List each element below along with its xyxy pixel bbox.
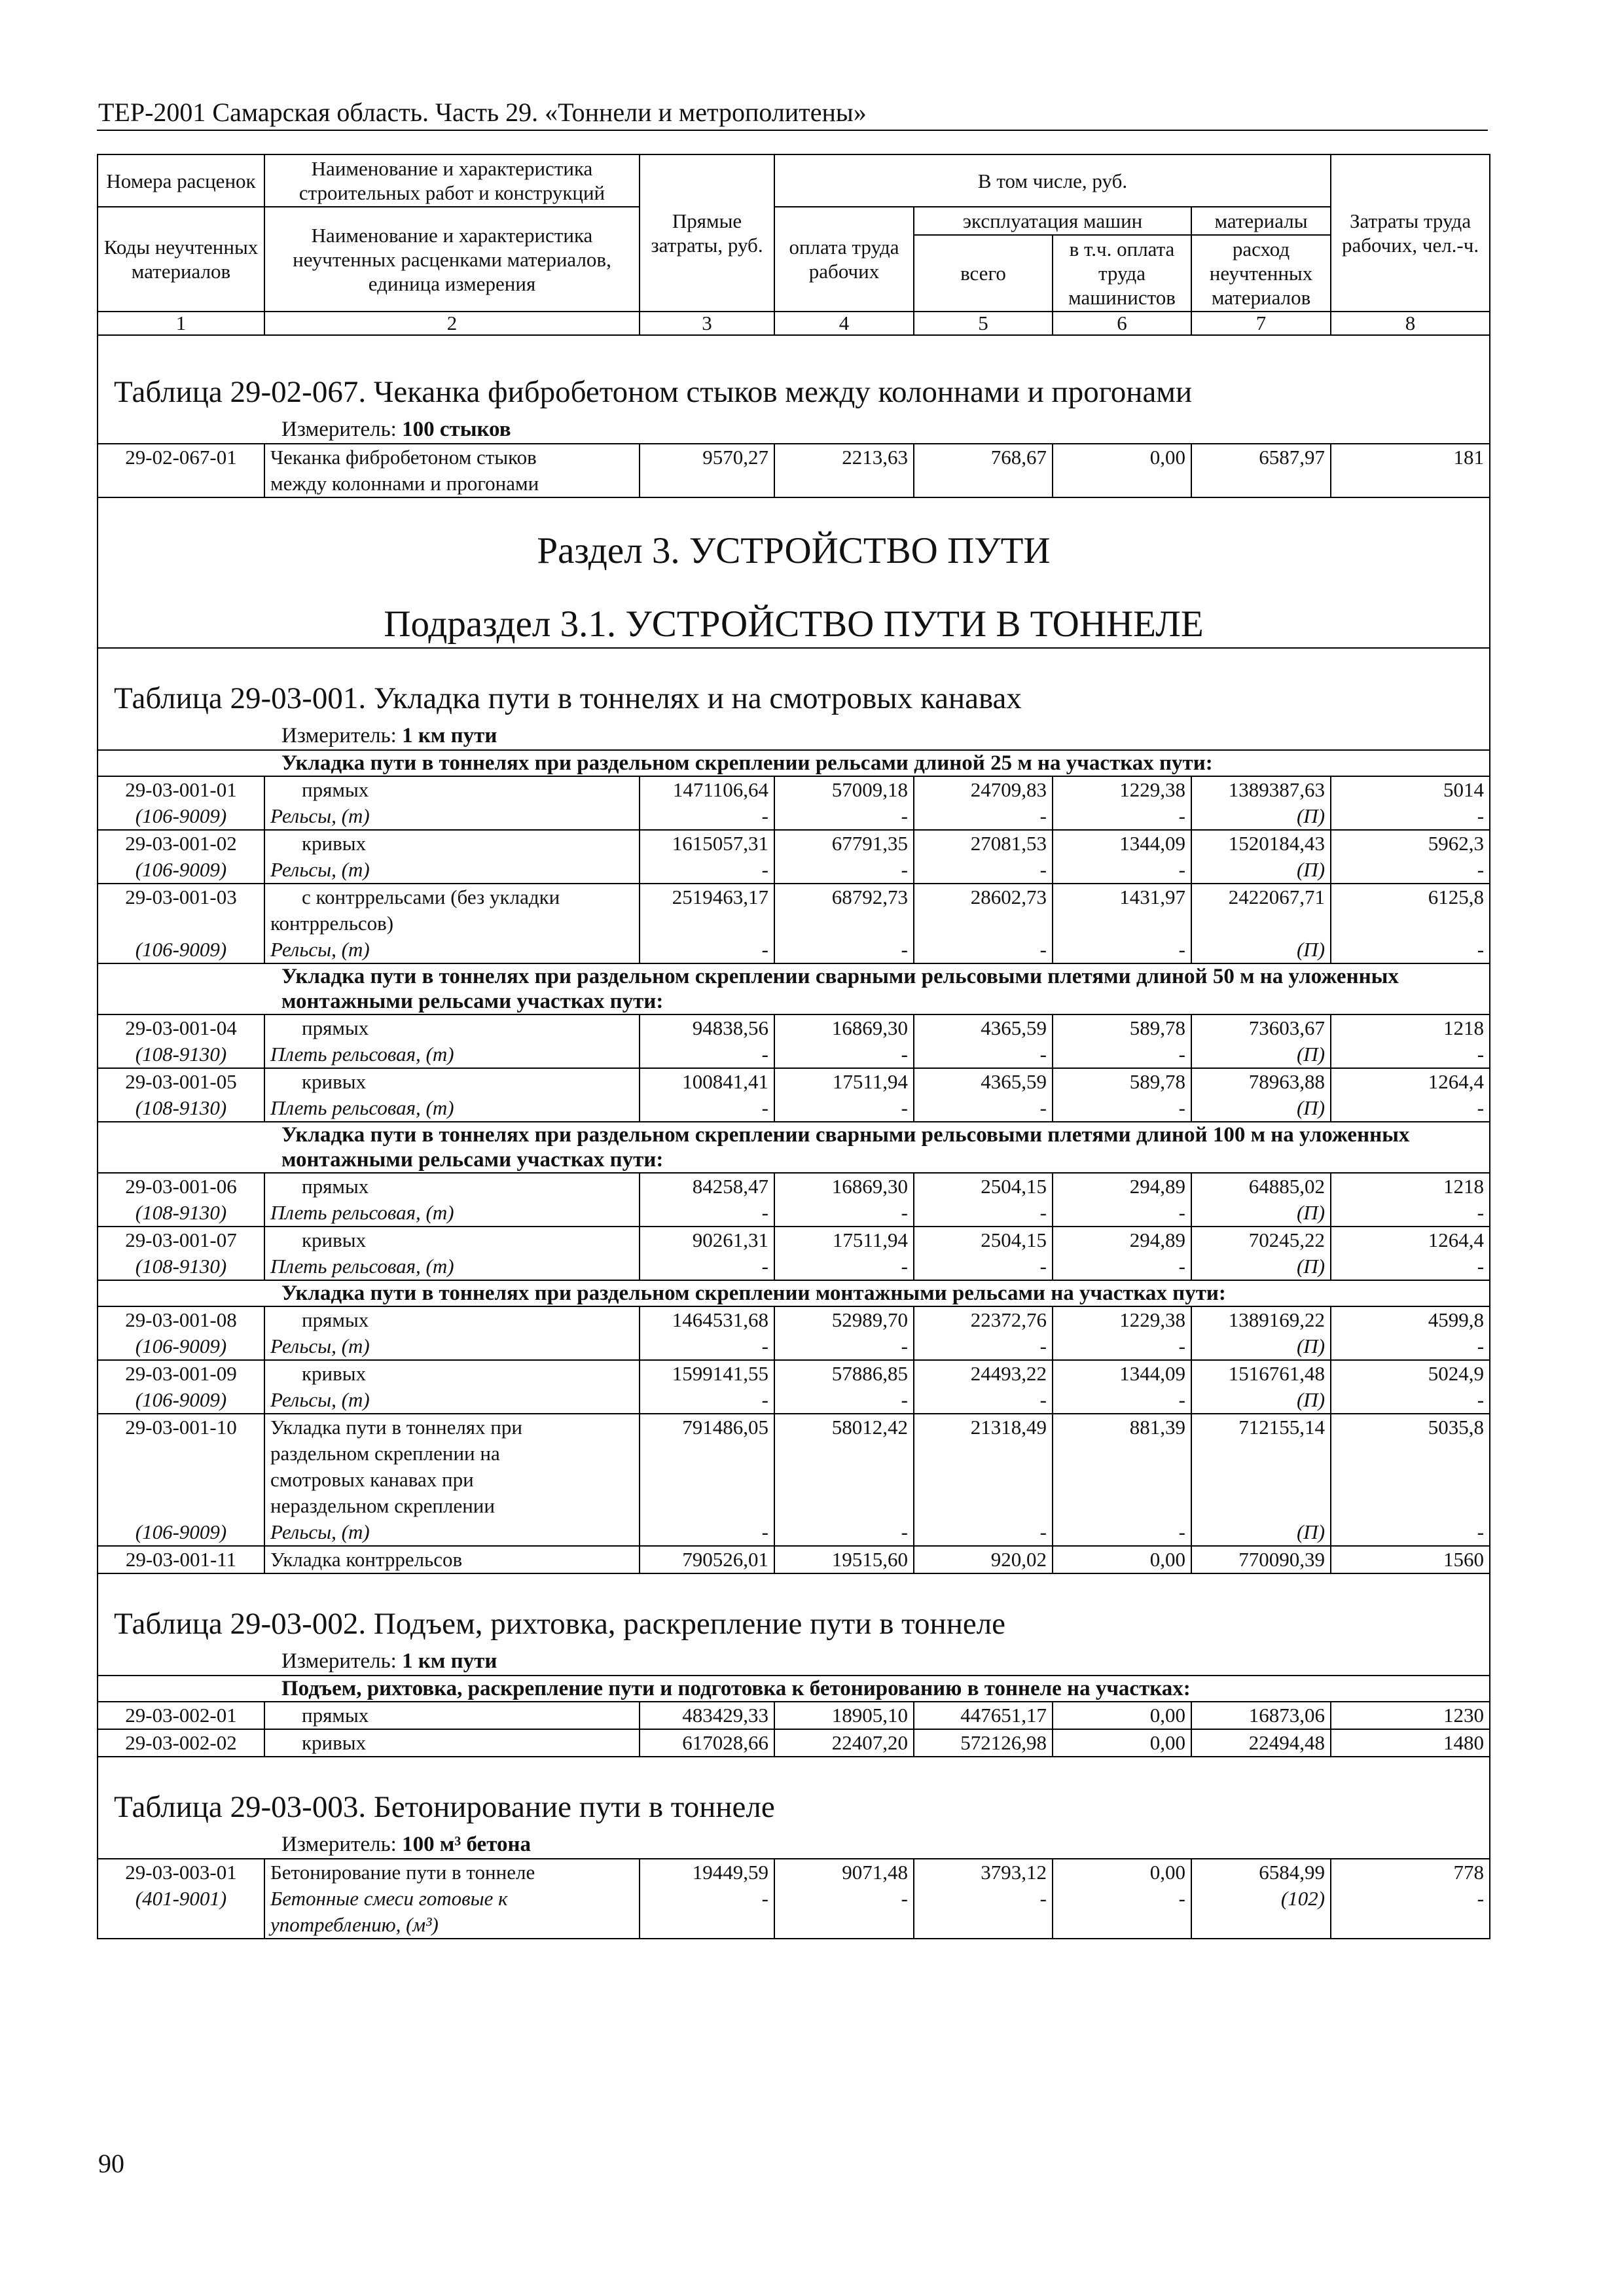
operator-pay: 1229,38 [1053, 1306, 1191, 1333]
material-code: (108-9130) [98, 1095, 264, 1122]
labor-costs: 5014 [1331, 776, 1490, 803]
dash: - [914, 1333, 1053, 1360]
measure-line: Измеритель: 100 стыков [98, 416, 1490, 444]
rate-code: 29-03-002-01 [98, 1702, 264, 1729]
table-row [98, 830, 1490, 857]
dash: - [640, 1886, 774, 1939]
column-number: 1 [98, 312, 264, 335]
operator-pay: 881,39 [1053, 1414, 1191, 1519]
worker-pay: 67791,35 [774, 830, 914, 857]
dash: - [640, 803, 774, 830]
dash: - [774, 803, 914, 830]
labor-costs: 5035,8 [1331, 1414, 1490, 1519]
table-row [98, 1014, 1490, 1041]
group-heading: Укладка пути в тоннелях при раздельном скреплении сварными рельсовыми плетями длиной 100 м на уложенных монтажными рельсами участках пути: [98, 1122, 1490, 1173]
rate-name: с контррельсами (без укладки контррельсов) [264, 884, 640, 937]
header-material-name: Наименование и характеристика неучтенных расценками материалов, единица измерения [264, 207, 640, 312]
dash: - [640, 1041, 774, 1068]
column-number: 5 [914, 312, 1053, 335]
header-operator-pay: в т.ч. оплата труда машинистов [1053, 235, 1191, 312]
dash: - [914, 1041, 1053, 1068]
direct-costs: 2519463,17 [640, 884, 774, 937]
worker-pay: 57009,18 [774, 776, 914, 803]
material-name: Плеть рельсовая, (т) [264, 1095, 640, 1122]
dash: - [774, 1333, 914, 1360]
dash: - [1053, 1886, 1191, 1939]
material-consumption: (П) [1191, 1333, 1331, 1360]
material-code: (106-9009) [98, 1333, 264, 1360]
worker-pay: 58012,42 [774, 1414, 914, 1519]
machines-total: 27081,53 [914, 830, 1053, 857]
materials-cost: 70245,22 [1191, 1227, 1331, 1253]
table-row [98, 1414, 1490, 1519]
header-divider [97, 130, 1488, 131]
material-code: (106-9009) [98, 937, 264, 963]
measure-line: Измеритель: 100 м³ бетона [98, 1831, 1490, 1859]
worker-pay: 52989,70 [774, 1306, 914, 1333]
machines-total: 2504,15 [914, 1227, 1053, 1253]
machines-total: 920,02 [914, 1546, 1053, 1573]
group-heading: Укладка пути в тоннелях при раздельном скреплении сварными рельсовыми плетями длиной 50 м на уложенных монтажными рельсами участках пути: [98, 963, 1490, 1014]
worker-pay: 16869,30 [774, 1014, 914, 1041]
material-name: Бетонные смеси готовые к употреблению, (м³) [264, 1886, 640, 1939]
rate-name: прямых [264, 1306, 640, 1333]
operator-pay: 294,89 [1053, 1227, 1191, 1253]
dash: - [1331, 1387, 1490, 1414]
material-name: Плеть рельсовая, (т) [264, 1200, 640, 1227]
dash: - [774, 1519, 914, 1546]
material-name: Рельсы, (т) [264, 857, 640, 884]
header-material-consumption: расход неучтенных материалов [1191, 235, 1331, 312]
rate-name: кривых [264, 1360, 640, 1387]
machines-total: 572126,98 [914, 1729, 1053, 1757]
dash: - [1331, 937, 1490, 963]
dash: - [774, 1095, 914, 1122]
dash: - [1331, 1253, 1490, 1280]
rate-name: кривых [264, 1068, 640, 1095]
direct-costs: 19449,59 [640, 1859, 774, 1886]
dash: - [1053, 1253, 1191, 1280]
dash: - [774, 937, 914, 963]
machines-total: 22372,76 [914, 1306, 1053, 1333]
materials-cost: 6584,99 [1191, 1859, 1331, 1886]
header-material-codes: Коды неучтенных материалов [98, 207, 264, 312]
material-name: Плеть рельсовая, (т) [264, 1253, 640, 1280]
worker-pay: 19515,60 [774, 1546, 914, 1573]
direct-costs: 9570,27 [640, 444, 774, 497]
material-consumption: (102) [1191, 1886, 1331, 1939]
labor-costs: 181 [1331, 444, 1490, 497]
material-row [98, 1095, 1490, 1122]
dash: - [640, 857, 774, 884]
measure-line: Измеритель: 1 км пути [98, 1647, 1490, 1676]
dash: - [640, 1333, 774, 1360]
rate-code: 29-03-003-01 [98, 1859, 264, 1886]
machines-total: 3793,12 [914, 1859, 1053, 1886]
material-code: (108-9130) [98, 1200, 264, 1227]
operator-pay: 0,00 [1053, 1702, 1191, 1729]
direct-costs: 483429,33 [640, 1702, 774, 1729]
table-row [98, 444, 1490, 497]
materials-cost: 78963,88 [1191, 1068, 1331, 1095]
dash: - [1053, 1200, 1191, 1227]
dash: - [1331, 1886, 1490, 1939]
machines-total: 2504,15 [914, 1173, 1053, 1200]
direct-costs: 90261,31 [640, 1227, 774, 1253]
table-row [98, 1360, 1490, 1387]
dash: - [1331, 1200, 1490, 1227]
section-title: Раздел 3. УСТРОЙСТВО ПУТИ [98, 497, 1490, 574]
labor-costs: 1560 [1331, 1546, 1490, 1573]
materials-cost: 1520184,43 [1191, 830, 1331, 857]
machines-total: 768,67 [914, 444, 1053, 497]
worker-pay: 16869,30 [774, 1173, 914, 1200]
material-code: (106-9009) [98, 1387, 264, 1414]
rate-code: 29-03-001-02 [98, 830, 264, 857]
rate-code: 29-03-001-05 [98, 1068, 264, 1095]
header-machines-total: всего [914, 235, 1053, 312]
worker-pay: 18905,10 [774, 1702, 914, 1729]
material-row [98, 1387, 1490, 1414]
dash: - [914, 1253, 1053, 1280]
rate-name: Бетонирование пути в тоннеле [264, 1859, 640, 1886]
worker-pay: 22407,20 [774, 1729, 914, 1757]
dash: - [914, 937, 1053, 963]
dash: - [914, 1387, 1053, 1414]
materials-cost: 73603,67 [1191, 1014, 1331, 1041]
dash: - [1053, 857, 1191, 884]
labor-costs: 1264,4 [1331, 1068, 1490, 1095]
rate-code: 29-03-002-02 [98, 1729, 264, 1757]
operator-pay: 1344,09 [1053, 1360, 1191, 1387]
material-consumption: (П) [1191, 1041, 1331, 1068]
rate-code: 29-03-001-08 [98, 1306, 264, 1333]
material-name: Рельсы, (т) [264, 1333, 640, 1360]
table-row [98, 1227, 1490, 1253]
material-name: Рельсы, (т) [264, 1519, 640, 1546]
operator-pay: 0,00 [1053, 1729, 1191, 1757]
material-consumption: (П) [1191, 1519, 1331, 1546]
dash: - [640, 937, 774, 963]
table-title: Таблица 29-03-002. Подъем, рихтовка, раскрепление пути в тоннеле [98, 1573, 1490, 1647]
dash: - [1053, 1387, 1191, 1414]
rate-name: кривых [264, 830, 640, 857]
page-number: 90 [98, 2149, 124, 2178]
header-materials: материалы [1191, 207, 1331, 235]
dash: - [914, 803, 1053, 830]
table-row [98, 776, 1490, 803]
rate-name: Укладка пути в тоннелях при раздельном скреплении на смотровых канавах при нераздельном скреплении [264, 1414, 640, 1519]
rate-code: 29-03-001-09 [98, 1360, 264, 1387]
material-code: (108-9130) [98, 1041, 264, 1068]
worker-pay: 9071,48 [774, 1859, 914, 1886]
header-including: В том числе, руб. [774, 154, 1331, 207]
machines-total: 4365,59 [914, 1014, 1053, 1041]
rate-code: 29-02-067-01 [98, 444, 264, 497]
measure-line: Измеритель: 1 км пути [98, 722, 1490, 750]
dash: - [774, 1200, 914, 1227]
table-title: Таблица 29-03-001. Укладка пути в тоннелях и на смотровых канавах [98, 648, 1490, 722]
labor-costs: 6125,8 [1331, 884, 1490, 937]
material-name: Рельсы, (т) [264, 1387, 640, 1414]
material-row [98, 1253, 1490, 1280]
rate-code: 29-03-001-03 [98, 884, 264, 937]
materials-cost: 1389169,22 [1191, 1306, 1331, 1333]
dash: - [914, 1095, 1053, 1122]
subsection-title: Подраздел 3.1. УСТРОЙСТВО ПУТИ В ТОННЕЛЕ [98, 574, 1490, 648]
material-consumption: (П) [1191, 803, 1331, 830]
header-labor-costs: Затраты труда рабочих, чел.-ч. [1331, 154, 1490, 312]
labor-costs: 778 [1331, 1859, 1490, 1886]
operator-pay: 1344,09 [1053, 830, 1191, 857]
direct-costs: 790526,01 [640, 1546, 774, 1573]
labor-costs: 1218 [1331, 1014, 1490, 1041]
rate-name: прямых [264, 776, 640, 803]
material-row [98, 857, 1490, 884]
material-consumption: (П) [1191, 857, 1331, 884]
direct-costs: 1615057,31 [640, 830, 774, 857]
material-code: (106-9009) [98, 857, 264, 884]
dash: - [640, 1200, 774, 1227]
dash: - [640, 1387, 774, 1414]
material-name: Плеть рельсовая, (т) [264, 1041, 640, 1068]
material-row [98, 1200, 1490, 1227]
table-row [98, 1546, 1490, 1573]
rate-name: кривых [264, 1729, 640, 1757]
rate-name: прямых [264, 1173, 640, 1200]
labor-costs: 1480 [1331, 1729, 1490, 1757]
material-code: (106-9009) [98, 803, 264, 830]
dash: - [914, 1886, 1053, 1939]
header-rate-numbers: Номера расценок [98, 154, 264, 207]
worker-pay: 2213,63 [774, 444, 914, 497]
dash: - [914, 1519, 1053, 1546]
material-consumption: (П) [1191, 1387, 1331, 1414]
machines-total: 21318,49 [914, 1414, 1053, 1519]
rate-name: Укладка контррельсов [264, 1546, 640, 1573]
dash: - [1331, 1095, 1490, 1122]
direct-costs: 94838,56 [640, 1014, 774, 1041]
materials-cost: 712155,14 [1191, 1414, 1331, 1519]
operator-pay: 589,78 [1053, 1068, 1191, 1095]
labor-costs: 5024,9 [1331, 1360, 1490, 1387]
operator-pay: 1431,97 [1053, 884, 1191, 937]
material-consumption: (П) [1191, 937, 1331, 963]
dash: - [774, 857, 914, 884]
material-code: (401-9001) [98, 1886, 264, 1939]
table-row [98, 1306, 1490, 1333]
direct-costs: 1599141,55 [640, 1360, 774, 1387]
labor-costs: 5962,3 [1331, 830, 1490, 857]
dash: - [774, 1253, 914, 1280]
rate-code: 29-03-001-01 [98, 776, 264, 803]
operator-pay: 294,89 [1053, 1173, 1191, 1200]
table-row [98, 1068, 1490, 1095]
dash: - [640, 1253, 774, 1280]
table-row [98, 1702, 1490, 1729]
materials-cost: 1389387,63 [1191, 776, 1331, 803]
table-row [98, 884, 1490, 937]
rate-name: прямых [264, 1014, 640, 1041]
table-row [98, 1173, 1490, 1200]
header-work-name: Наименование и характеристика строительных работ и конструкций [264, 154, 640, 207]
rate-name: кривых [264, 1227, 640, 1253]
table-row [98, 1729, 1490, 1757]
labor-costs: 4599,8 [1331, 1306, 1490, 1333]
header-direct-costs: Прямые затраты, руб. [640, 154, 774, 312]
rate-name: Чеканка фибробетоном стыков между колоннами и прогонами [264, 444, 640, 497]
labor-costs: 1218 [1331, 1173, 1490, 1200]
dash: - [914, 1200, 1053, 1227]
dash: - [1053, 1095, 1191, 1122]
table-row [98, 1859, 1490, 1886]
machines-total: 28602,73 [914, 884, 1053, 937]
direct-costs: 1471106,64 [640, 776, 774, 803]
operator-pay: 0,00 [1053, 1546, 1191, 1573]
group-heading: Укладка пути в тоннелях при раздельном скреплении монтажными рельсами на участках пути: [98, 1280, 1490, 1306]
header-machine-operation: эксплуатация машин [914, 207, 1191, 235]
rate-code: 29-03-001-06 [98, 1173, 264, 1200]
dash: - [1053, 937, 1191, 963]
dash: - [774, 1041, 914, 1068]
table-title: Таблица 29-03-003. Бетонирование пути в тоннеле [98, 1757, 1490, 1831]
labor-costs: 1264,4 [1331, 1227, 1490, 1253]
rate-code: 29-03-001-07 [98, 1227, 264, 1253]
dash: - [1331, 1333, 1490, 1360]
labor-costs: 1230 [1331, 1702, 1490, 1729]
machines-total: 24709,83 [914, 776, 1053, 803]
material-row [98, 1041, 1490, 1068]
dash: - [1053, 1333, 1191, 1360]
dash: - [1331, 857, 1490, 884]
table-title: Таблица 29-02-067. Чеканка фибробетоном стыков между колоннами и прогонами [98, 335, 1490, 416]
materials-cost: 64885,02 [1191, 1173, 1331, 1200]
machines-total: 447651,17 [914, 1702, 1053, 1729]
rate-code: 29-03-001-04 [98, 1014, 264, 1041]
group-heading: Укладка пути в тоннелях при раздельном скреплении рельсами длиной 25 м на участках пути: [98, 750, 1490, 776]
worker-pay: 17511,94 [774, 1227, 914, 1253]
running-header-title: ТЕР-2001 Самарская область. Часть 29. «Тоннели и метрополитены» [98, 98, 867, 127]
materials-cost: 16873,06 [1191, 1702, 1331, 1729]
direct-costs: 100841,41 [640, 1068, 774, 1095]
materials-cost: 6587,97 [1191, 444, 1331, 497]
machines-total: 4365,59 [914, 1068, 1053, 1095]
material-name: Рельсы, (т) [264, 803, 640, 830]
dash: - [640, 1095, 774, 1122]
worker-pay: 68792,73 [774, 884, 914, 937]
operator-pay: 1229,38 [1053, 776, 1191, 803]
direct-costs: 84258,47 [640, 1173, 774, 1200]
column-number: 6 [1053, 312, 1191, 335]
material-consumption: (П) [1191, 1200, 1331, 1227]
machines-total: 24493,22 [914, 1360, 1053, 1387]
material-code: (108-9130) [98, 1253, 264, 1280]
column-number: 8 [1331, 312, 1490, 335]
dash: - [1331, 803, 1490, 830]
operator-pay: 0,00 [1053, 444, 1191, 497]
column-number: 3 [640, 312, 774, 335]
dash: - [774, 1387, 914, 1414]
rate-code: 29-03-001-10 [98, 1414, 264, 1519]
material-name: Рельсы, (т) [264, 937, 640, 963]
material-row [98, 1519, 1490, 1546]
material-row [98, 1333, 1490, 1360]
group-heading: Подъем, рихтовка, раскрепление пути и подготовка к бетонированию в тоннеле на участках: [98, 1676, 1490, 1702]
material-row [98, 803, 1490, 830]
material-row [98, 1886, 1490, 1939]
materials-cost: 2422067,71 [1191, 884, 1331, 937]
dash: - [1331, 1041, 1490, 1068]
worker-pay: 17511,94 [774, 1068, 914, 1095]
material-consumption: (П) [1191, 1253, 1331, 1280]
rate-name: прямых [264, 1702, 640, 1729]
materials-cost: 1516761,48 [1191, 1360, 1331, 1387]
dash: - [1053, 1519, 1191, 1546]
dash: - [1053, 1041, 1191, 1068]
dash: - [640, 1519, 774, 1546]
operator-pay: 0,00 [1053, 1859, 1191, 1886]
rate-code: 29-03-001-11 [98, 1546, 264, 1573]
worker-pay: 57886,85 [774, 1360, 914, 1387]
direct-costs: 617028,66 [640, 1729, 774, 1757]
direct-costs: 791486,05 [640, 1414, 774, 1519]
column-number: 2 [264, 312, 640, 335]
dash: - [1053, 803, 1191, 830]
column-number: 4 [774, 312, 914, 335]
material-code: (106-9009) [98, 1519, 264, 1546]
materials-cost: 770090,39 [1191, 1546, 1331, 1573]
dash: - [1331, 1519, 1490, 1546]
material-consumption: (П) [1191, 1095, 1331, 1122]
rates-table [97, 154, 1490, 1939]
direct-costs: 1464531,68 [640, 1306, 774, 1333]
dash: - [914, 857, 1053, 884]
material-row [98, 937, 1490, 963]
dash: - [774, 1886, 914, 1939]
operator-pay: 589,78 [1053, 1014, 1191, 1041]
column-number: 7 [1191, 312, 1331, 335]
header-worker-pay: оплата труда рабочих [774, 207, 914, 312]
materials-cost: 22494,48 [1191, 1729, 1331, 1757]
